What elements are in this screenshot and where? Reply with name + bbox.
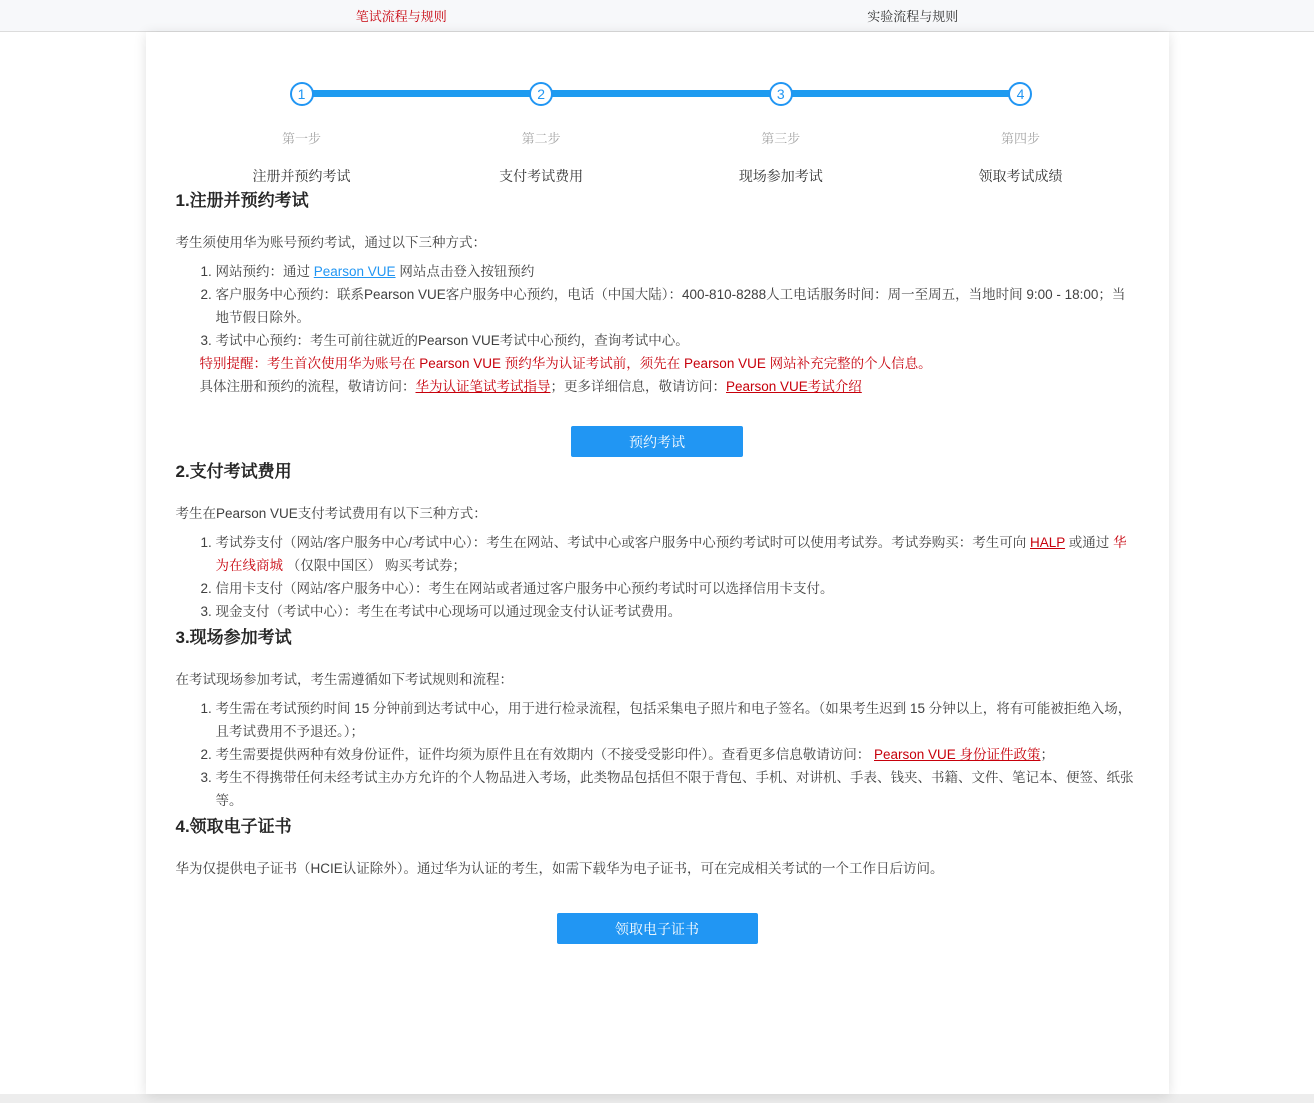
- list-item: 2. 信用卡支付（网站/客户服务中心）：考生在网站或者通过客户服务中心预约考试时可以选择信用卡支付。: [216, 577, 1139, 600]
- book-exam-button[interactable]: 预约考试: [571, 426, 743, 457]
- page-bottom-strip: [0, 1094, 1314, 1103]
- step-4-label: 第四步: [1000, 131, 1040, 146]
- section-heading-payment: 2.支付考试费用: [175, 462, 292, 481]
- step-3-label: 第三步: [761, 131, 801, 146]
- register-intro-text: 考生须使用华为账号预约考试，通过以下三种方式：: [175, 235, 486, 250]
- step-1-circle: 1: [290, 82, 314, 106]
- guide-pre-text: 具体注册和预约的流程，敬请访问：: [199, 379, 416, 394]
- pearson-vue-exam-intro-link[interactable]: Pearson VUE考试介绍: [726, 379, 862, 394]
- section-heading-register: 1.注册并预约考试: [175, 191, 309, 210]
- onsite-item2-post: ；: [1040, 747, 1055, 762]
- step-4-results: [910, 82, 1130, 186]
- step-1-register: [192, 82, 412, 186]
- step-4-title: 领取考试成绩: [978, 168, 1063, 184]
- list-item: [216, 743, 1139, 766]
- special-reminder-text: 特别提醒：考生首次使用华为账号在 Pearson VUE 预约华为认证考试前，须先在 Pearson VUE 网站补充完整的个人信息。: [199, 356, 932, 371]
- payment-item1-post: （仅限中国区） 购买考试券；: [283, 558, 467, 573]
- list-item: 3. 现金支付（考试中心）：考生在考试中心现场可以通过现金支付认证考试费用。: [216, 600, 1139, 623]
- tab-lab-exam-rules[interactable]: 实验流程与规则: [867, 9, 959, 24]
- list-item: 3. 考生不得携带任何未经考试主办方允许的个人物品进入考场，此类物品包括但不限于背包、手机、对讲机、手表、钱夹、书籍、文件、笔记本、便签、纸张等。: [216, 766, 1139, 812]
- list-item: 1. 考生需在考试预约时间 15 分钟前到达考试中心，用于进行检录流程，包括采集电子照片和电子签名。（如果考生迟到 15 分钟以上，将有可能被拒绝入场，且考试费用不予退还。）；: [216, 697, 1139, 743]
- register-guide-line: [200, 375, 1139, 398]
- register-methods-list: [176, 260, 1139, 352]
- register-item1-pre: 网站预约：通过: [215, 264, 314, 279]
- sections-container: [146, 186, 1169, 944]
- onsite-item2-pre: 考生需要提供两种有效身份证件，证件均须为原件且在有效期内（不接受受影印件）。查看更多信息敬请访问：: [215, 747, 874, 762]
- list-item: 3. 考试中心预约：考生可前往就近的Pearson VUE考试中心预约，查询考试中心。: [216, 329, 1139, 352]
- onsite-intro-text: 在考试现场参加考试，考生需遵循如下考试规则和流程：: [175, 672, 513, 687]
- step-4-circle: 4: [1008, 82, 1032, 106]
- huawei-online-store-link[interactable]: 华为在线商城: [215, 535, 1127, 573]
- top-tabbar: [0, 0, 1314, 32]
- get-certificate-button[interactable]: 领取电子证书: [557, 913, 758, 944]
- step-2-label: 第二步: [521, 131, 561, 146]
- step-2-title: 支付考试费用: [499, 168, 584, 184]
- register-item1-post: 网站点击登入按钮预约: [395, 264, 535, 279]
- pearson-vue-link[interactable]: Pearson VUE: [313, 264, 396, 279]
- guide-mid-text: ；更多详细信息，敬请访问：: [550, 379, 726, 394]
- pearson-vue-id-policy-link[interactable]: Pearson VUE 身份证件政策: [874, 747, 1041, 762]
- payment-methods-list: [176, 531, 1139, 623]
- list-item: [216, 260, 1139, 283]
- tab-written-exam-rules[interactable]: 笔试流程与规则: [355, 9, 447, 24]
- stepper-progress-line: [302, 90, 1021, 97]
- payment-intro-text: 考生在Pearson VUE支付考试费用有以下三种方式：: [175, 506, 487, 521]
- exam-progress-stepper: [146, 32, 1169, 186]
- list-item: 2. 客户服务中心预约：联系Pearson VUE客户服务中心预约，电话（中国大陆）：400-810-8288人工电话服务时间：周一至周五，当地时间 9:00 - 18:00；当地节假日除外。: [216, 283, 1139, 329]
- halp-link[interactable]: HALP: [1030, 535, 1066, 550]
- main-content-card: [146, 32, 1169, 1094]
- section-heading-onsite: 3.现场参加考试: [175, 628, 292, 647]
- step-2-circle: 2: [529, 82, 553, 106]
- step-1-title: 注册并预约考试: [252, 168, 351, 184]
- written-exam-guide-link[interactable]: 华为认证笔试考试指导: [415, 379, 551, 394]
- onsite-rules-list: [176, 697, 1139, 812]
- step-3-title: 现场参加考试: [738, 168, 823, 184]
- certificate-intro-text: 华为仅提供电子证书（HCIE认证除外）。通过华为认证的考生，如需下载华为电子证书，可在完成相关考试的一个工作日后访问。: [175, 861, 944, 876]
- stepper-steps-row: [192, 82, 1131, 186]
- step-2-pay: [431, 82, 651, 186]
- list-item: [216, 531, 1139, 577]
- payment-item1-pre: 考试券支付（网站/客户服务中心/考试中心）：考生在网站、考试中心或客户服务中心预约考试时可以使用考试券。考试券购买：考生可向: [215, 535, 1031, 550]
- section-heading-certificate: 4.领取电子证书: [175, 817, 292, 836]
- payment-item1-mid: 或通过: [1065, 535, 1114, 550]
- step-1-label: 第一步: [281, 131, 321, 146]
- step-3-attend: [671, 82, 891, 186]
- step-3-circle: 3: [769, 82, 793, 106]
- tabbar-inner: [146, 0, 1169, 31]
